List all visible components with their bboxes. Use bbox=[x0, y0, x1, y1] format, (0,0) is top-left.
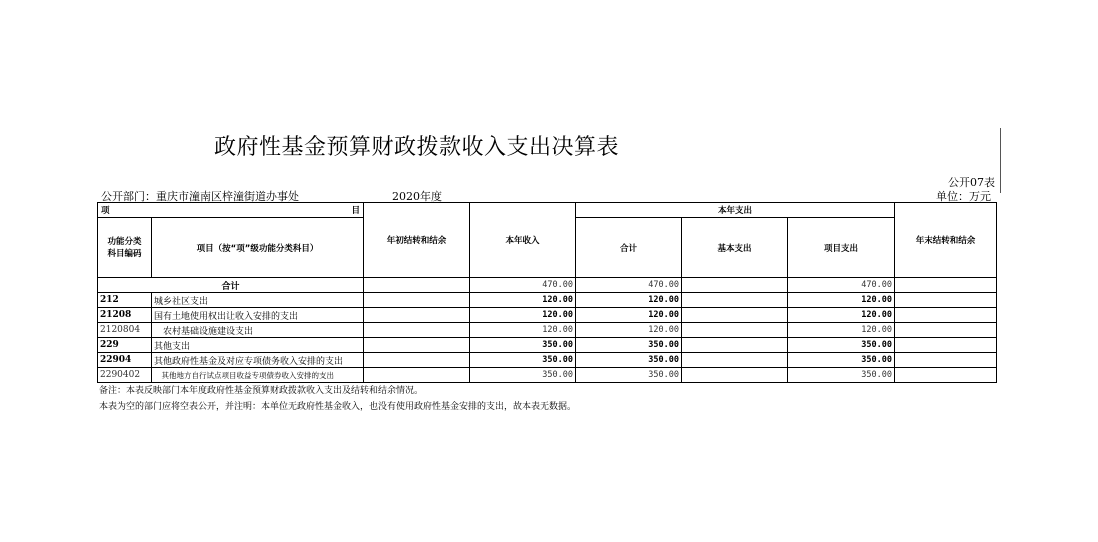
row-exp-basic bbox=[682, 308, 788, 323]
func-code-header: 功能分类科目编码 bbox=[98, 218, 152, 278]
row-begin bbox=[364, 323, 470, 338]
row-name: 城乡社区支出 bbox=[152, 293, 364, 308]
row-end bbox=[895, 293, 997, 308]
total-row bbox=[98, 278, 997, 293]
row-exp-project: 350.00 bbox=[788, 368, 895, 383]
project-header-right: 目 bbox=[351, 206, 360, 216]
row-code: 212 bbox=[98, 293, 152, 308]
row-name: 其他政府性基金及对应专项债务收入安排的支出 bbox=[152, 353, 364, 368]
row-name: 其他地方自行试点项目收益专项债券收入安排的支出 bbox=[152, 368, 364, 383]
income-header: 本年收入 bbox=[470, 203, 576, 278]
row-code: 2290402 bbox=[98, 368, 152, 383]
note-line-2: 本表为空的部门应将空表公开，并注明：本单位无政府性基金收入，也没有使用政府性基金安排的支出，故本表无数据。 bbox=[99, 402, 577, 412]
row-income: 350.00 bbox=[470, 368, 576, 383]
row-income: 120.00 bbox=[470, 308, 576, 323]
row-exp-basic bbox=[682, 293, 788, 308]
row-income: 350.00 bbox=[470, 338, 576, 353]
row-exp-total: 350.00 bbox=[576, 368, 682, 383]
table-row bbox=[98, 308, 997, 323]
row-exp-project: 350.00 bbox=[788, 353, 895, 368]
row-end bbox=[895, 338, 997, 353]
row-exp-total: 350.00 bbox=[576, 353, 682, 368]
total-exp-basic bbox=[682, 278, 788, 293]
row-end bbox=[895, 353, 997, 368]
row-exp-basic bbox=[682, 338, 788, 353]
row-end bbox=[895, 323, 997, 338]
total-exp-total: 470.00 bbox=[576, 278, 682, 293]
project-header-left: 项 bbox=[101, 206, 110, 216]
row-exp-basic bbox=[682, 368, 788, 383]
row-exp-basic bbox=[682, 323, 788, 338]
project-header bbox=[98, 203, 364, 218]
department-label: 公开部门：重庆市潼南区梓潼街道办事处 bbox=[101, 190, 299, 203]
expense-total-header: 合计 bbox=[576, 218, 682, 278]
row-income: 120.00 bbox=[470, 323, 576, 338]
table-row bbox=[98, 353, 997, 368]
row-begin bbox=[364, 368, 470, 383]
expense-project-header: 项目支出 bbox=[788, 218, 895, 278]
row-end bbox=[895, 308, 997, 323]
row-name: 其他支出 bbox=[152, 338, 364, 353]
total-exp-project: 470.00 bbox=[788, 278, 895, 293]
row-end bbox=[895, 368, 997, 383]
unit-label: 单位：万元 bbox=[936, 190, 991, 203]
form-number: 公开07表 bbox=[948, 176, 995, 189]
row-exp-basic bbox=[682, 353, 788, 368]
budget-table-container bbox=[97, 202, 997, 383]
total-end bbox=[895, 278, 997, 293]
row-code: 2120804 bbox=[98, 323, 152, 338]
item-name-header: 项目（按“项”级功能分类科目） bbox=[152, 218, 364, 278]
row-exp-project: 120.00 bbox=[788, 323, 895, 338]
expense-basic-header: 基本支出 bbox=[682, 218, 788, 278]
row-code: 229 bbox=[98, 338, 152, 353]
row-income: 120.00 bbox=[470, 293, 576, 308]
end-balance-header: 年末结转和结余 bbox=[895, 203, 997, 278]
header-row-1 bbox=[98, 203, 997, 218]
total-income: 470.00 bbox=[470, 278, 576, 293]
page-edge-rule bbox=[1000, 128, 1001, 193]
row-income: 350.00 bbox=[470, 353, 576, 368]
row-name: 国有土地使用权出让收入安排的支出 bbox=[152, 308, 364, 323]
row-code: 22904 bbox=[98, 353, 152, 368]
table-row bbox=[98, 293, 997, 308]
row-exp-total: 120.00 bbox=[576, 308, 682, 323]
total-begin bbox=[364, 278, 470, 293]
total-label: 合计 bbox=[98, 278, 364, 293]
table-row bbox=[98, 368, 997, 383]
row-begin bbox=[364, 293, 470, 308]
begin-balance-header: 年初结转和结余 bbox=[364, 203, 470, 278]
row-exp-total: 350.00 bbox=[576, 338, 682, 353]
row-begin bbox=[364, 353, 470, 368]
row-exp-project: 120.00 bbox=[788, 293, 895, 308]
note-line-1: 备注：本表反映部门本年度政府性基金预算财政拨款收入支出及结转和结余情况。 bbox=[99, 386, 424, 396]
row-exp-project: 120.00 bbox=[788, 308, 895, 323]
row-name: 农村基础设施建设支出 bbox=[152, 323, 364, 338]
row-exp-project: 350.00 bbox=[788, 338, 895, 353]
row-begin bbox=[364, 338, 470, 353]
row-begin bbox=[364, 308, 470, 323]
page-title: 政府性基金预算财政拨款收入支出决算表 bbox=[214, 135, 620, 160]
row-exp-total: 120.00 bbox=[576, 293, 682, 308]
expense-header: 本年支出 bbox=[576, 203, 895, 218]
table-row bbox=[98, 338, 997, 353]
budget-table bbox=[97, 202, 997, 383]
table-row bbox=[98, 323, 997, 338]
row-exp-total: 120.00 bbox=[576, 323, 682, 338]
fiscal-year: 2020年度 bbox=[392, 190, 442, 203]
row-code: 21208 bbox=[98, 308, 152, 323]
